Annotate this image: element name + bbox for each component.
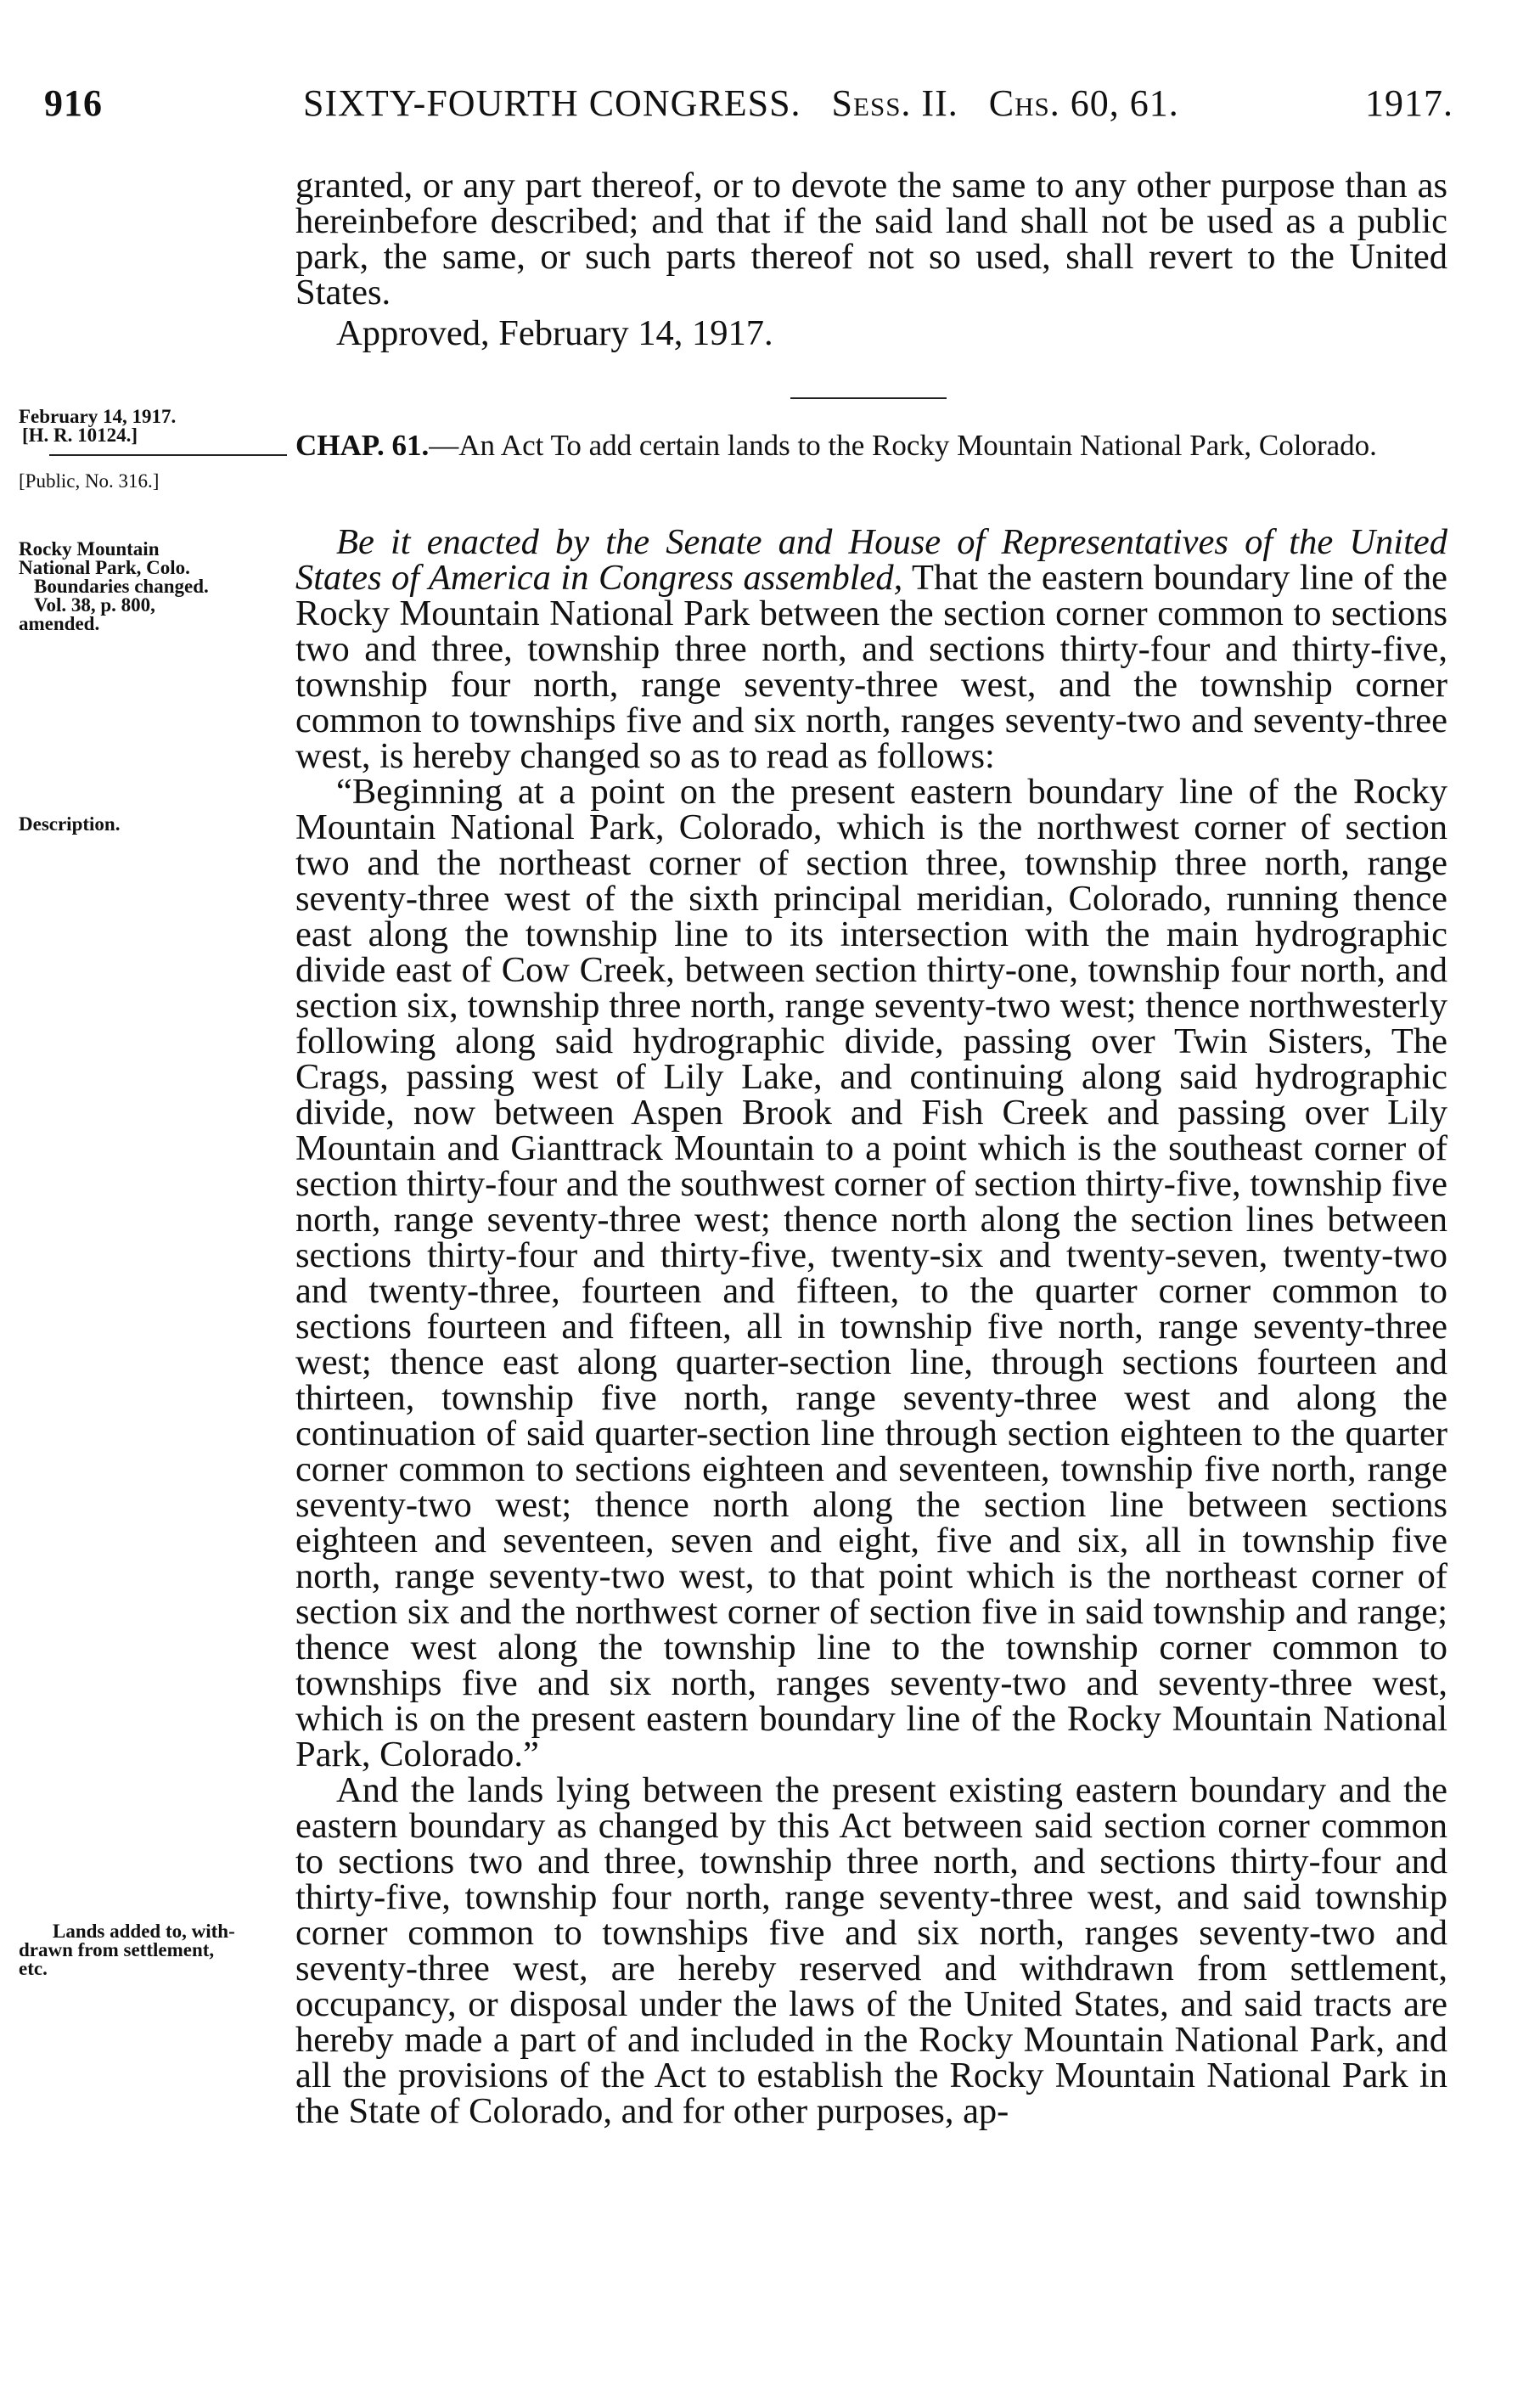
chapter-title: —An Act To add certain lands to the Rocky Mountain National Park, Colorado.: [429, 429, 1377, 462]
enacting-paragraph: [295, 522, 1448, 776]
margin-description: Description.: [19, 813, 121, 835]
congress-title: SIXTY-FOURTH CONGRESS.: [303, 82, 801, 124]
carryover-paragraph: granted, or any part thereof, or to devote the same to any other purpose than as hereinbefore described; and that if the said land shall not be used as a public park, the same, or such parts thereof not so used, shall revert to the United States.: [295, 166, 1447, 312]
margin-date-text: February 14, 1917.: [19, 406, 177, 427]
margin-lands-line3: etc.: [19, 1958, 48, 1979]
description-paragraph: “Beginning at a point on the present eastern boundary line of the Rocky Mountain National Park, Colorado, which is the northwest corner of section two and the northeast corner of section three, township three north, range seventy-three west of the sixth principal meridian, Colorado, running thence east along the township line to its intersection with the main hydrographic divide east of Cow Creek, between section thirty-one, township four north, and section six, township three north, range seventy-two west; thence northwesterly following along said hydrographic divide, passing over Twin Sisters, The Crags, passing west of Lily Lake, and continuing along said hydrographic divide, now between Aspen Brook and Fish Creek and passing over Lily Mountain and Gianttrack Mountain to a point which is the southeast corner of section thirty-four and the southwest corner of section thirty-five, township five north, range seventy-three west; thence north along the section lines between sections thirty-four and thirty-five, twenty-six and twenty-seven, twenty-two and twenty-three, fourteen and fifteen, to the quarter corner common to sections fourteen and fifteen, all in township five north, range seventy-three west; thence east along quarter-section line, through sections fourteen and thirteen, township five north, range seventy-three west and along the continuation of said quarter-section line through section eighteen to the quarter corner common to sections eighteen and seventeen, township five north, range seventy-two west; thence north along the section line between sections eighteen and seventeen, seven and eight, five and six, all in township five north, range seventy-two west, to that point which is the northeast corner of section six and the northwest corner of section five in said township and range; thence west along the township line to the township corner common to townships five and six north, ranges seventy-two and seventy-three west, which is on the present eastern boundary line of the Rocky Mountain National Park, Colorado.”: [295, 772, 1447, 1775]
margin-subject-line5: amended.: [19, 613, 100, 634]
margin-subject: [19, 540, 282, 633]
margin-subject-line3: Boundaries changed.: [34, 576, 209, 597]
margin-lands-line1: Lands added to, with-: [53, 1921, 235, 1942]
header-year: 1917.: [1365, 82, 1453, 124]
chapters-label: Chs. 60, 61.: [988, 82, 1179, 124]
page-header: [44, 78, 1453, 129]
margin-rule: [49, 454, 287, 456]
chapter-label: CHAP. 61.: [295, 429, 430, 462]
session-label: Sess. II.: [831, 82, 958, 124]
approved-line: Approved, February 14, 1917.: [336, 313, 773, 353]
boundary-change-text: That the eastern boundary line of the Rocky Mountain National Park between the section corner common to sections two and three, township three north, and sections thirty-four and thirty-five, township four north, range seventy-three west, and the township corner common to townships five and six north, ranges seventy-two and seventy-three west, is hereby changed so as to read as follows:: [295, 558, 1448, 776]
carryover-section: [295, 168, 1447, 352]
margin-lands-line2: drawn from settlement,: [19, 1939, 215, 1960]
margin-subject-line1: Rocky Mountain: [19, 538, 160, 560]
act-body: [295, 522, 1448, 2131]
running-title: [303, 78, 1179, 129]
page-number: 916: [44, 82, 103, 124]
margin-public-law: [Public, No. 316.]: [19, 470, 160, 492]
enacting-clause: Be it enacted by the Senate and House of Representatives of the United States of America in Congress assembled,: [295, 522, 1447, 598]
margin-lands: [19, 1922, 282, 1978]
margin-bill-number: [H. R. 10124.]: [22, 425, 138, 446]
margin-subject-line4: Vol. 38, p. 800,: [34, 594, 155, 616]
margin-date: [19, 408, 282, 445]
lands-paragraph: And the lands lying between the present existing eastern boundary and the eastern boundary as changed by this Act between said section corner common to sections two and three, township three north, and sections thirty-four and thirty-five, township four north, range seventy-three west, and said township corner common to townships five and six north, ranges seventy-two and seventy-three west, are hereby reserved and withdrawn from settlement, occupancy, or disposal under the laws of the United States, and said tracts are hereby made a part of and included in the Rocky Mountain National Park, and all the provisions of the Act to establish the Rocky Mountain National Park in the State of Colorado, and for other purposes, ap-: [295, 1770, 1447, 2131]
margin-subject-line2: National Park, Colo.: [19, 557, 190, 578]
section-separator: [790, 397, 947, 399]
chapter-heading: [295, 427, 1447, 464]
